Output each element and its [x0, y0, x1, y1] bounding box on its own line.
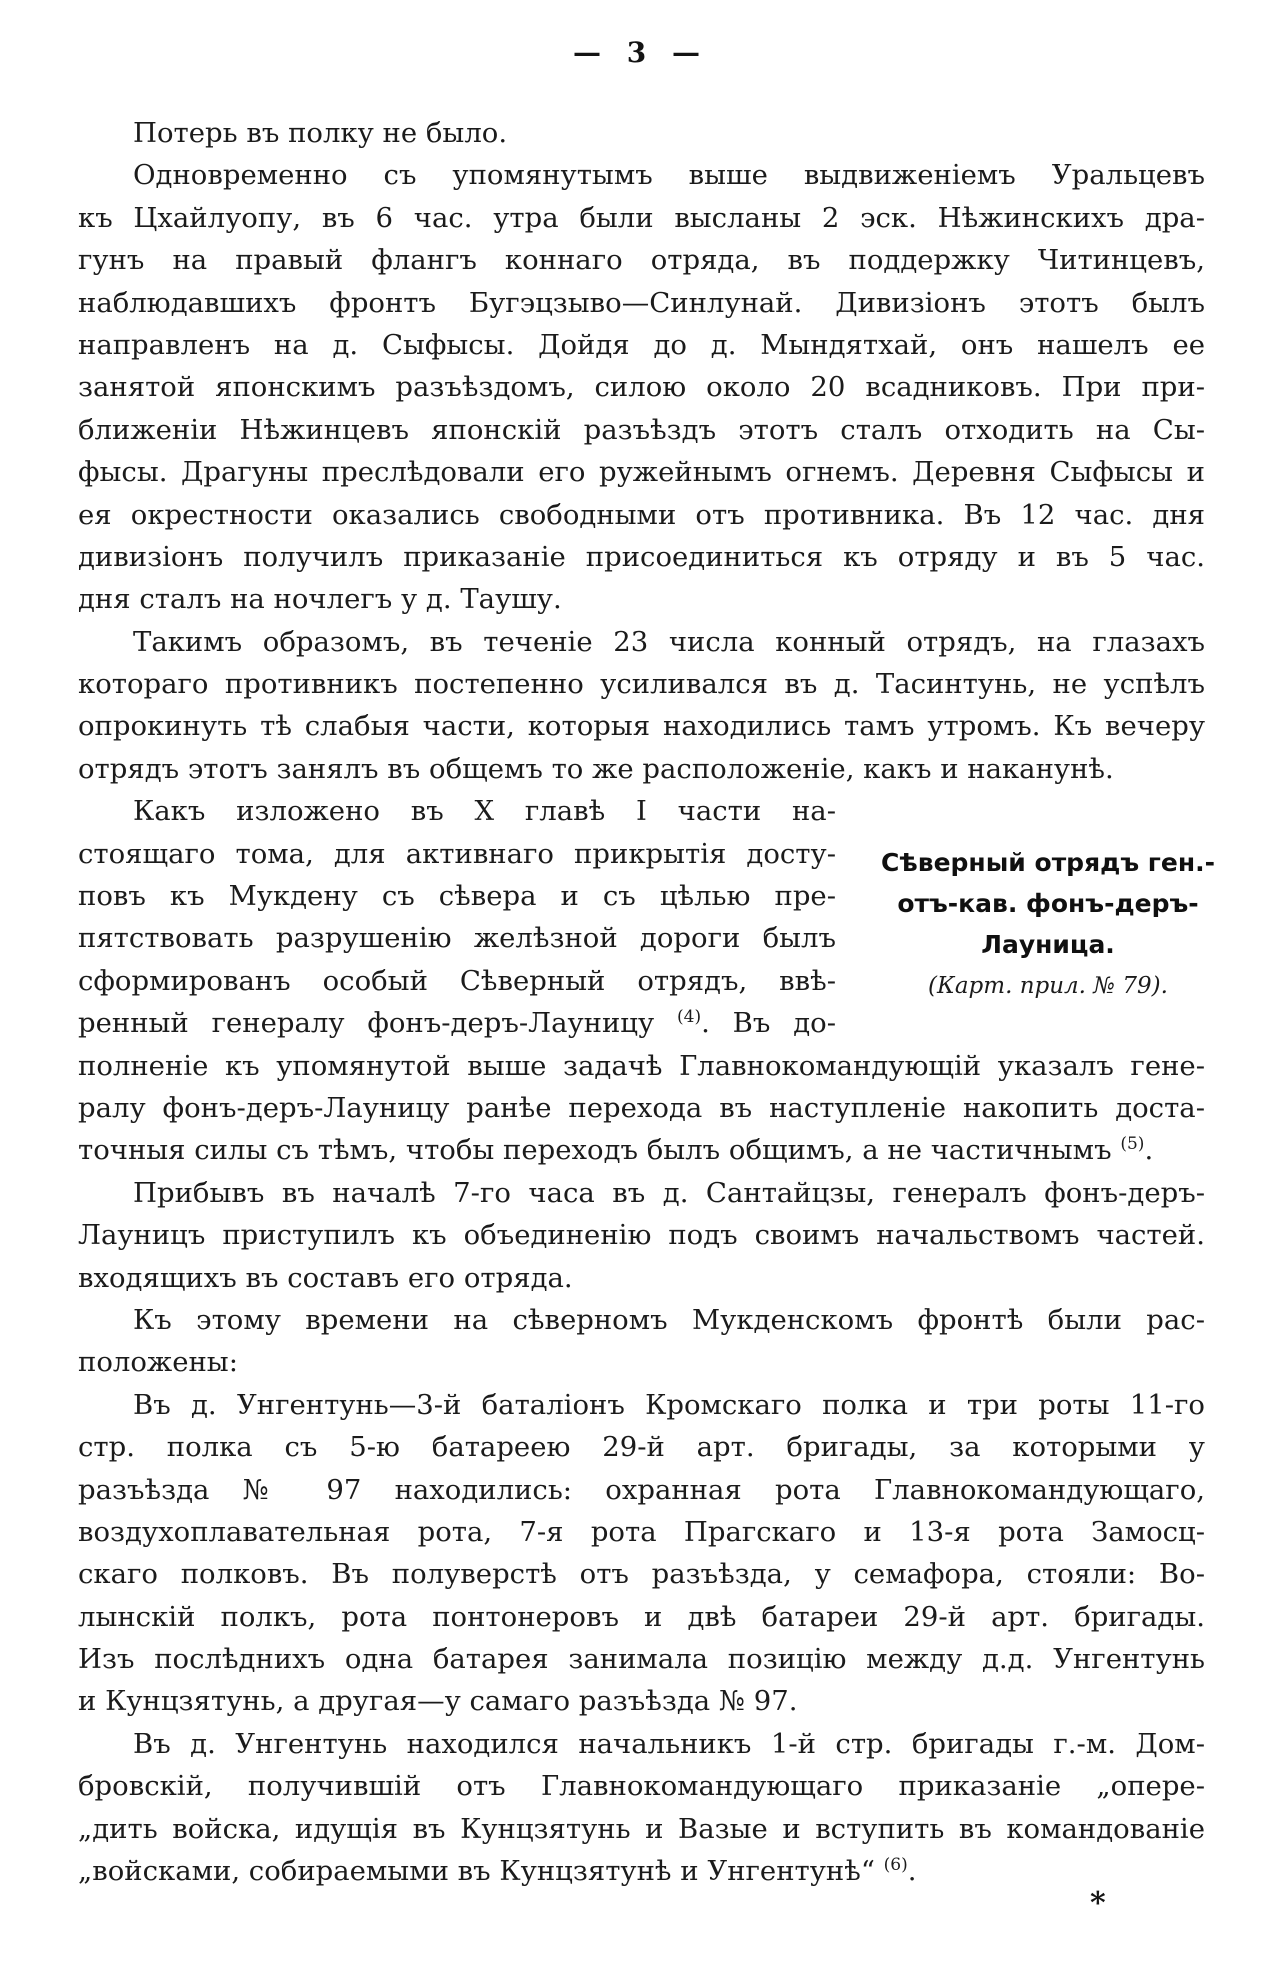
text-line: бровскій, получившій отъ Главнокомандующаго приказаніе „опере- [78, 1770, 1205, 1803]
footnote-marker: (6) [883, 1854, 908, 1875]
text-line: наблюдавшихъ фронтъ Бугэцзыво—Синлунай. Дивизіонъ этотъ былъ [78, 286, 1205, 319]
footnote-marker: (4) [677, 1007, 702, 1028]
text-line [78, 1002, 836, 1044]
text-line: Какъ изложено въ X главѣ I части на- [133, 795, 836, 828]
text-line: лынскій полкъ, рота понтонеровъ и двѣ батареи 29-й арт. бригады. [78, 1600, 1205, 1633]
text-line: отрядъ этотъ занялъ въ общемъ то же расположеніе, какъ и наканунѣ. [78, 752, 1114, 785]
text-line: направленъ на д. Сыфысы. Дойдя до д. Мындятхай, онъ нашелъ ее [78, 328, 1205, 361]
page-number: — 3 — [573, 36, 708, 69]
text-line: фысы. Драгуны преслѣдовали его ружейнымъ огнемъ. Деревня Сыфысы и [78, 456, 1205, 489]
text-line: стр. полка съ 5-ю батареею 29-й арт. бригады, за которыми у [78, 1431, 1205, 1464]
text-segment: „войсками, собираемыми въ Кунцзятунѣ и Унгентунѣ“ [78, 1855, 884, 1888]
text-segment: . [907, 1855, 917, 1888]
text-line: полненіе къ упомянутой выше задачѣ Главнокомандующій указалъ гене- [78, 1049, 1205, 1082]
paragraph-block [78, 1723, 1205, 1893]
margin-note [876, 842, 1220, 1006]
text-line: Къ этому времени на сѣверномъ Мукденскомъ фронтѣ были рас- [133, 1303, 1205, 1336]
text-segment: . Въ до- [701, 1007, 836, 1040]
text-line [78, 1850, 1205, 1892]
text-line: входящихъ въ составъ его отряда. [78, 1261, 573, 1294]
paragraph-block [78, 112, 1205, 154]
margin-note-line: отъ-кав. фонъ-деръ- [897, 889, 1199, 918]
text-segment: . [1144, 1134, 1154, 1167]
text-line: Въ д. Унгентунь—3-й баталіонъ Кромскаго полка и три роты 11-го [133, 1388, 1205, 1421]
margin-note-line: Лауница. [981, 930, 1115, 959]
text-line: занятой японскимъ разъѣздомъ, силою около 20 всадниковъ. При при- [78, 371, 1205, 404]
text-line: и Кунцзятунь, а другая—у самаго разъѣзда № 97. [78, 1685, 798, 1718]
printers-mark-asterisk: * [1090, 1886, 1106, 1921]
text-line: Прибывъ въ началѣ 7-го часа въ д. Сантайцзы, генералъ фонъ-деръ- [133, 1176, 1205, 1209]
text-line [78, 1129, 1205, 1171]
text-segment: ренный генералу фонъ-деръ-Лауницу [78, 1007, 677, 1040]
text-segment: точныя силы съ тѣмъ, чтобы переходъ былъ общимъ, а не частичнымъ [78, 1134, 1121, 1167]
text-line: гунъ на правый флангъ коннаго отряда, въ поддержку Читинцевъ, [78, 244, 1205, 277]
text-line: Одновременно съ упомянутымъ выше выдвиженіемъ Уральцевъ [133, 159, 1205, 192]
text-line: къ Цхайлуопу, въ 6 час. утра были высланы 2 эск. Нѣжинскихъ дра- [78, 201, 1205, 234]
text-line: воздухоплавательная рота, 7-я рота Прагскаго и 13-я рота Замосц- [78, 1515, 1205, 1548]
text-line: ея окрестности оказались свободными отъ противника. Въ 12 час. дня [78, 498, 1205, 531]
margin-note-line: Сѣверный отрядъ ген.- [881, 848, 1215, 877]
text-line: Такимъ образомъ, въ теченіе 23 числа конный отрядъ, на глазахъ [133, 625, 1205, 658]
text-line: сформированъ особый Сѣверный отрядъ, ввѣ- [78, 964, 836, 997]
text-line: Потерь въ полку не было. [133, 117, 508, 149]
text-line: Въ д. Унгентунь находился начальникъ 1-й стр. бригады г.-м. Дом- [133, 1727, 1205, 1760]
margin-note-reference: (Карт. прил. № 79). [928, 973, 1168, 999]
text-line: ралу фонъ-деръ-Лауницу ранѣе перехода въ наступленіе накопить доста- [78, 1091, 1205, 1124]
paragraph-block [78, 1299, 1205, 1384]
paragraph-block [78, 154, 1205, 620]
text-line: Изъ послѣднихъ одна батарея занимала позицію между д.д. Унгентунь [78, 1643, 1205, 1676]
text-line: Лауницъ приступилъ къ объединенію подъ своимъ начальствомъ частей. [78, 1219, 1205, 1252]
paragraph-block [78, 1384, 1205, 1723]
paragraph-block [78, 1172, 1205, 1299]
paragraph-block [78, 1045, 1205, 1172]
text-line: котораго противникъ постепенно усиливался въ д. Тасинтунь, не успѣлъ [78, 668, 1205, 701]
paragraph-block [78, 621, 1205, 791]
paragraph-block [78, 790, 836, 1044]
text-line: опрокинуть тѣ слабыя части, которыя находились тамъ утромъ. Къ вечеру [78, 710, 1205, 743]
text-line: дня сталъ на ночлегъ у д. Таушу. [78, 583, 562, 616]
text-line: повъ къ Мукдену съ сѣвера и съ цѣлью пре- [78, 880, 836, 913]
text-line: скаго полковъ. Въ полуверстѣ отъ разъѣзда, у семафора, стояли: Во- [78, 1558, 1205, 1591]
footnote-marker: (5) [1120, 1134, 1145, 1155]
text-line: дивизіонъ получилъ приказаніе присоединиться къ отряду и въ 5 час. [78, 540, 1205, 573]
text-line: положены: [78, 1346, 238, 1379]
text-line: стоящаго тома, для активнаго прикрытія досту- [78, 837, 836, 870]
text-line: „дить войска, идущія въ Кунцзятунь и Вазые и вступить въ командованіе [78, 1812, 1205, 1845]
text-line: пятствовать разрушенію желѣзной дороги былъ [78, 922, 836, 955]
text-line: разъѣзда № 97 находились: охранная рота Главнокомандующаго, [78, 1473, 1205, 1506]
text-line: ближеніи Нѣжинцевъ японскій разъѣздъ этотъ сталъ отходить на Сы- [78, 413, 1205, 446]
